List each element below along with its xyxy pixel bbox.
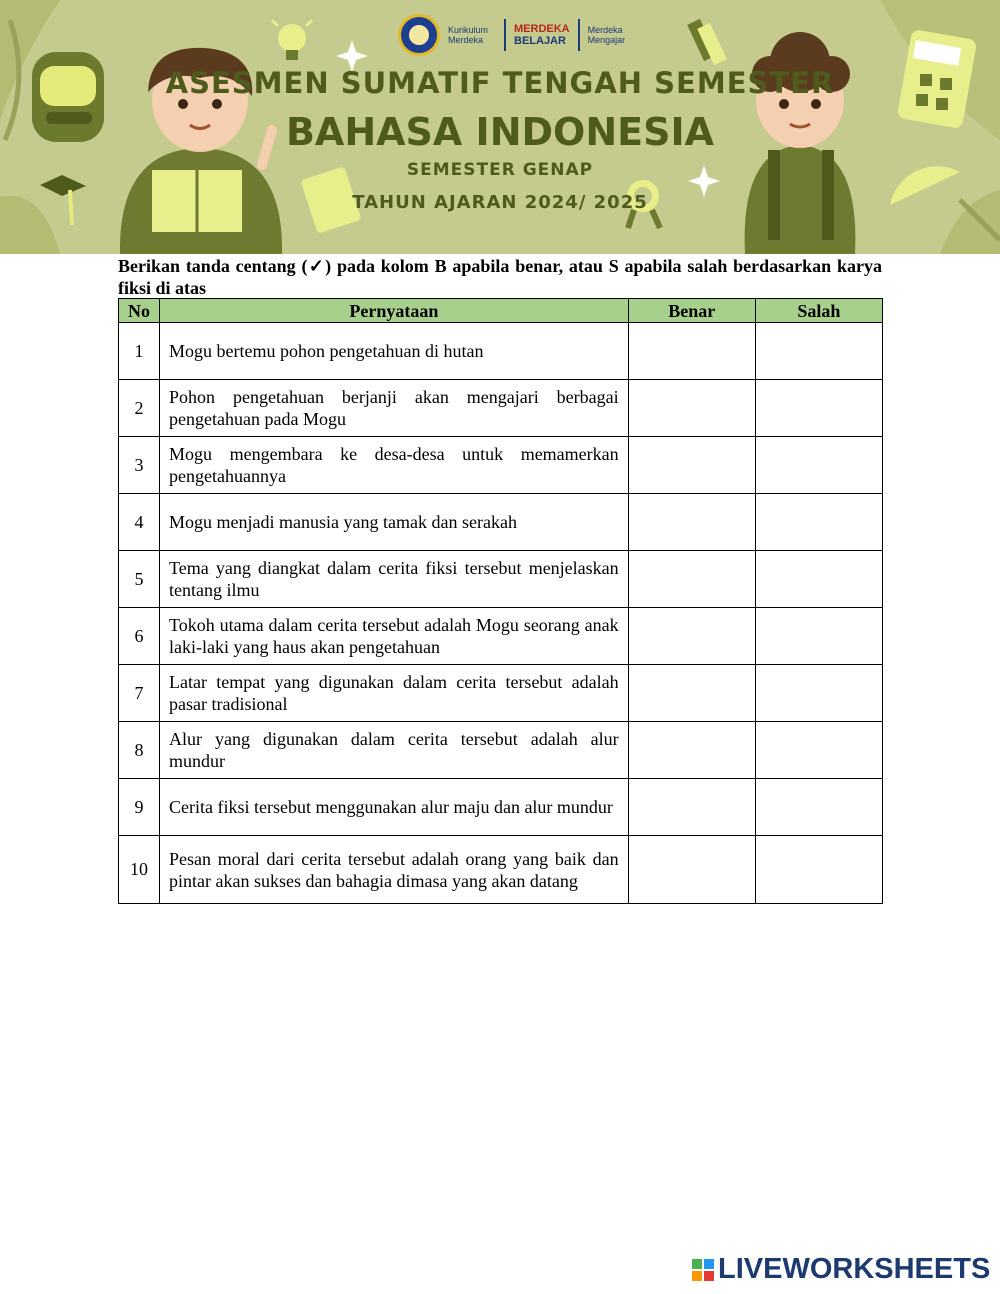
- banner-title-semester: SEMESTER GENAP: [406, 160, 594, 180]
- row-number: 1: [119, 323, 160, 380]
- logo-divider: [504, 19, 506, 51]
- salah-answer-cell[interactable]: [755, 551, 882, 608]
- liveworksheets-grid-icon: [692, 1259, 714, 1281]
- instruction-text: Berikan tanda centang (✓) pada kolom B apabila benar, atau S apabila salah berdasarkan karya fiksi di atas: [118, 256, 882, 298]
- row-statement: Mogu bertemu pohon pengetahuan di hutan: [160, 323, 629, 380]
- liveworksheets-logo: [692, 1253, 990, 1286]
- row-number: 10: [119, 836, 160, 904]
- row-statement: Mogu menjadi manusia yang tamak dan serakah: [160, 494, 629, 551]
- lightbulb-icon: [272, 20, 312, 60]
- school-seal-icon: [398, 14, 440, 56]
- salah-answer-cell[interactable]: [755, 836, 882, 904]
- table-row: [119, 551, 883, 608]
- salah-answer-cell[interactable]: [755, 380, 882, 437]
- table-header-row: [119, 299, 883, 323]
- row-statement: Alur yang digunakan dalam cerita tersebut adalah alur mundur: [160, 722, 629, 779]
- table-row: [119, 665, 883, 722]
- row-number: 5: [119, 551, 160, 608]
- benar-answer-cell[interactable]: [628, 323, 755, 380]
- true-false-table: [118, 298, 883, 904]
- banner-title-assessment: ASESMEN SUMATIF TENGAH SEMESTER: [165, 66, 835, 100]
- salah-answer-cell[interactable]: [755, 323, 882, 380]
- banner-title-year: TAHUN AJARAN 2024/ 2025: [352, 192, 648, 213]
- table-row: [119, 437, 883, 494]
- benar-answer-cell[interactable]: [628, 551, 755, 608]
- benar-answer-cell[interactable]: [628, 380, 755, 437]
- header-salah: Salah: [755, 299, 882, 323]
- row-statement: Tokoh utama dalam cerita tersebut adalah Mogu seorang anak laki-laki yang haus akan pengetahuan: [160, 608, 629, 665]
- salah-answer-cell[interactable]: [755, 608, 882, 665]
- salah-answer-cell[interactable]: [755, 779, 882, 836]
- header-no: No: [119, 299, 160, 323]
- salah-answer-cell[interactable]: [755, 494, 882, 551]
- salah-answer-cell[interactable]: [755, 437, 882, 494]
- benar-answer-cell[interactable]: [628, 779, 755, 836]
- liveworksheets-wordmark: LIVEWORKSHEETS: [718, 1253, 991, 1285]
- benar-answer-cell[interactable]: [628, 608, 755, 665]
- row-statement: Latar tempat yang digunakan dalam cerita tersebut adalah pasar tradisional: [160, 665, 629, 722]
- table-row: [119, 722, 883, 779]
- row-number: 7: [119, 665, 160, 722]
- row-number: 3: [119, 437, 160, 494]
- header-banner: [0, 0, 1000, 254]
- row-number: 6: [119, 608, 160, 665]
- row-statement: Tema yang diangkat dalam cerita fiksi tersebut menjelaskan tentang ilmu: [160, 551, 629, 608]
- benar-answer-cell[interactable]: [628, 437, 755, 494]
- header-benar: Benar: [628, 299, 755, 323]
- row-number: 2: [119, 380, 160, 437]
- table-row: [119, 494, 883, 551]
- salah-answer-cell[interactable]: [755, 722, 882, 779]
- row-statement: Cerita fiksi tersebut menggunakan alur maju dan alur mundur: [160, 779, 629, 836]
- merdeka-belajar-logo: MERDEKA BELAJAR: [514, 23, 570, 47]
- row-number: 4: [119, 494, 160, 551]
- table-row: [119, 836, 883, 904]
- benar-answer-cell[interactable]: [628, 722, 755, 779]
- benar-answer-cell[interactable]: [628, 665, 755, 722]
- merdeka-mengajar-logo: Merdeka Mengajar: [587, 25, 626, 45]
- table-row: [119, 323, 883, 380]
- logo-divider: [578, 19, 580, 51]
- institution-logos: [398, 12, 632, 58]
- kurikulum-merdeka-logo: Kurikulum Merdeka: [448, 25, 489, 45]
- banner-title-subject: BAHASA INDONESIA: [285, 110, 715, 154]
- row-statement: Pohon pengetahuan berjanji akan mengajari berbagai pengetahuan pada Mogu: [160, 380, 629, 437]
- table-row: [119, 380, 883, 437]
- row-statement: Mogu mengembara ke desa-desa untuk memamerkan pengetahuannya: [160, 437, 629, 494]
- crayon-icon: [687, 19, 727, 65]
- table-row: [119, 608, 883, 665]
- row-number: 9: [119, 779, 160, 836]
- benar-answer-cell[interactable]: [628, 494, 755, 551]
- benar-answer-cell[interactable]: [628, 836, 755, 904]
- row-number: 8: [119, 722, 160, 779]
- row-statement: Pesan moral dari cerita tersebut adalah orang yang baik dan pintar akan sukses dan bahagia dimasa yang akan datang: [160, 836, 629, 904]
- salah-answer-cell[interactable]: [755, 665, 882, 722]
- table-row: [119, 779, 883, 836]
- header-statement: Pernyataan: [160, 299, 629, 323]
